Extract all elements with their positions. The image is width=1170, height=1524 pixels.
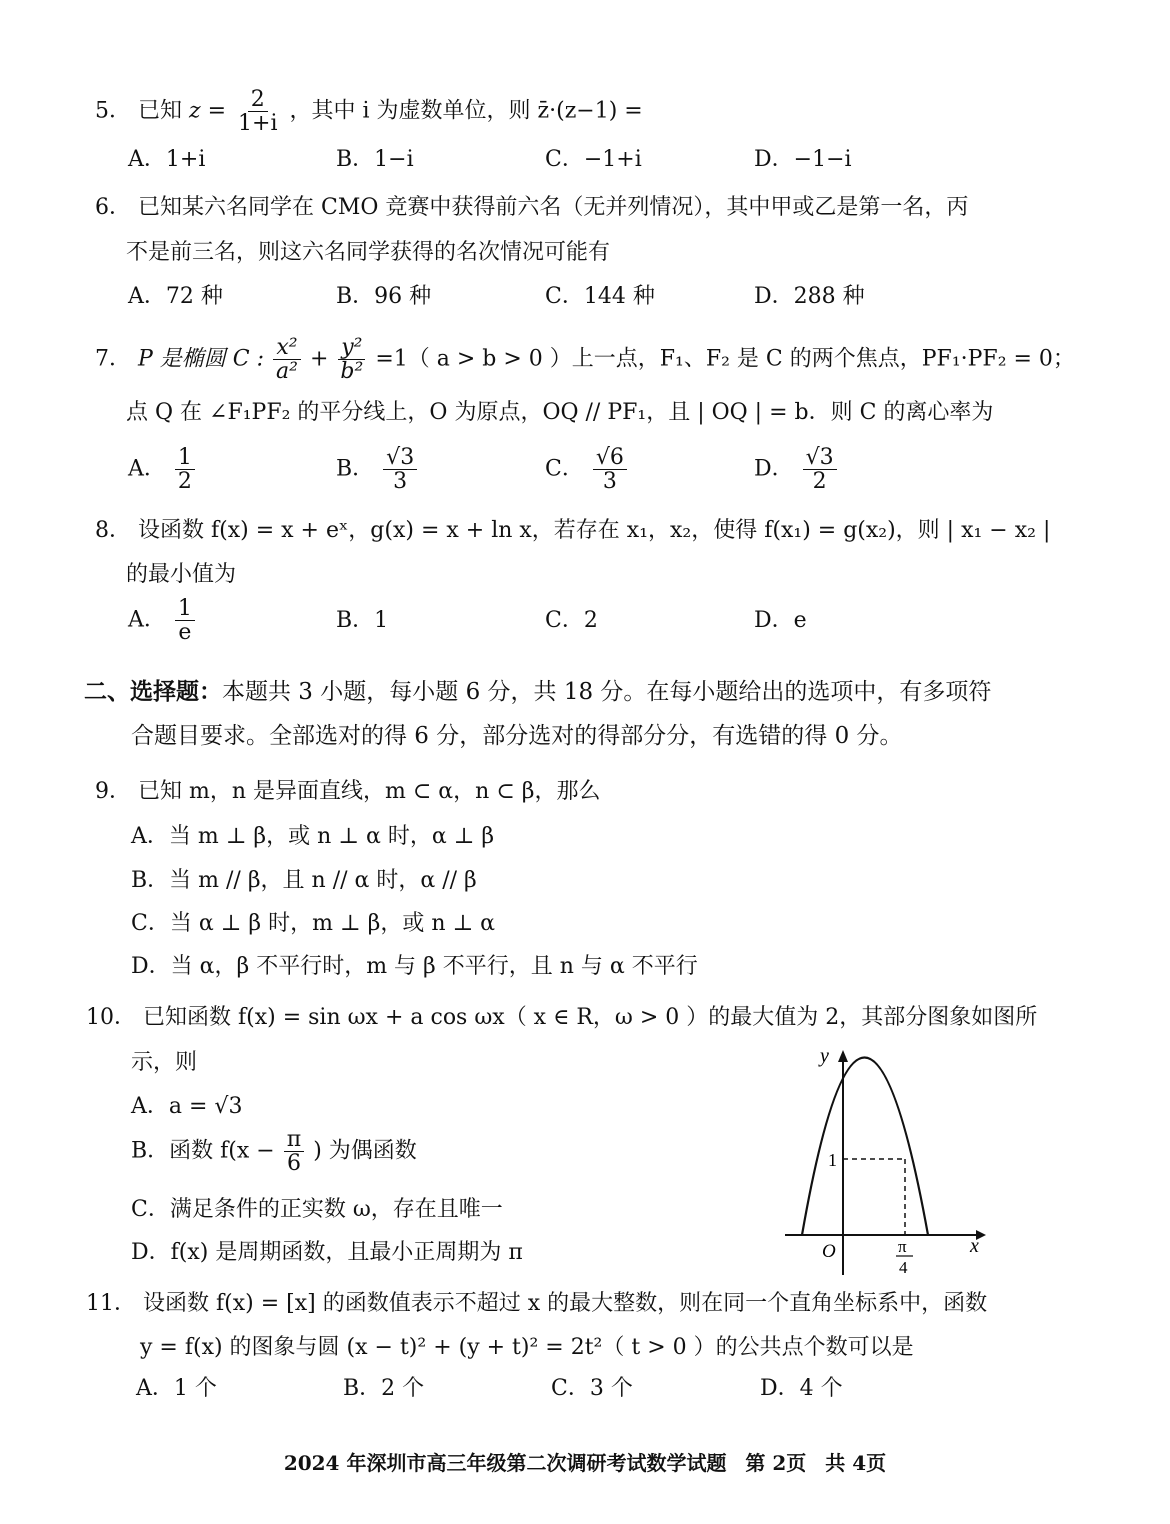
option-d: D．e xyxy=(754,608,807,633)
fraction-denominator: 1+i xyxy=(238,111,278,137)
fraction xyxy=(337,336,366,383)
question-number: 8． xyxy=(95,518,131,543)
question-6 xyxy=(95,193,968,223)
fraction-denominator: e xyxy=(178,620,192,646)
fraction-numerator: √3 xyxy=(803,446,837,470)
option-a: A．1 个 xyxy=(136,1376,217,1401)
option-c xyxy=(545,446,629,493)
exam-title: 2024 年深圳市高三年级第二次调研考试数学试题 xyxy=(283,1451,727,1475)
option-b: B．96 种 xyxy=(336,284,432,309)
fraction xyxy=(383,446,417,493)
question-text: 设函数 f(x) = [x] 的函数值表示不超过 x 的最大整数，则在同一个直角坐标系中，函数 xyxy=(143,1291,988,1316)
option-label: B． xyxy=(336,456,375,482)
question-8 xyxy=(95,516,1050,546)
equation: z = xyxy=(189,98,227,124)
section-instructions-line2: 合题目要求。全部选对的得 6 分，部分选对的得部分分，有选错的得 0 分。 xyxy=(131,723,903,749)
option-b: B．2 个 xyxy=(343,1376,425,1401)
option-label: D． xyxy=(754,456,794,482)
question-number: 11． xyxy=(86,1291,136,1316)
option-text: B．函数 f(x − xyxy=(131,1138,275,1164)
option-label: A． xyxy=(128,456,166,482)
fraction xyxy=(803,446,837,493)
option-c: C．满足条件的正实数 ω，存在且唯一 xyxy=(131,1197,503,1222)
page-number: 第 2页 xyxy=(745,1451,807,1475)
question-7 xyxy=(95,336,1075,383)
y-axis-label: y xyxy=(820,1045,829,1067)
question-number: 7． xyxy=(95,346,131,372)
option-b xyxy=(131,1128,417,1175)
option-b: B．1−i xyxy=(336,147,414,172)
x-axis-label: x xyxy=(970,1235,979,1257)
question-10-line2: 示，则 xyxy=(131,1050,198,1075)
question-7-line2: 点 Q 在 ∠F₁PF₂ 的平分线上，O 为原点，OQ // PF₁，且 | OQ | = b．则 C 的离心率为 xyxy=(126,400,994,425)
option-b: B．1 xyxy=(336,608,389,633)
option-a xyxy=(128,597,197,644)
fraction-denominator: b² xyxy=(340,359,364,385)
fraction-numerator: π xyxy=(284,1128,304,1152)
fraction-denominator: 3 xyxy=(602,469,617,495)
question-6-line2: 不是前三名，则这六名同学获得的名次情况可能有 xyxy=(126,240,611,265)
section-heading xyxy=(84,677,991,707)
option-a xyxy=(128,446,197,493)
option-d: D．f(x) 是周期函数，且最小正周期为 π xyxy=(131,1240,523,1265)
question-text: =1（ a > b > 0 ）上一点，F₁、F₂ 是 C 的两个焦点，PF₁·PF₂ = 0； xyxy=(375,346,1075,372)
fraction-numerator: y² xyxy=(338,336,365,360)
section-instructions: 本题共 3 小题，每小题 6 分，共 18 分。在每小题给出的选项中，有多项符 xyxy=(222,679,992,705)
question-text: ，其中 i 为虚数单位，则 z̄·(z−1) = xyxy=(289,98,643,124)
question-11 xyxy=(86,1289,987,1319)
section-title: 二、选择题： xyxy=(84,678,222,705)
question-text: 已知 xyxy=(138,98,183,124)
option-a: A．a = √3 xyxy=(131,1094,243,1119)
question-number: 10． xyxy=(86,1005,136,1030)
question-number: 5． xyxy=(95,98,131,124)
question-number: 9． xyxy=(95,779,131,804)
x-tick-numerator: π xyxy=(898,1237,907,1256)
question-text: P 是椭圆 C : xyxy=(138,346,265,372)
page-footer xyxy=(0,1447,1170,1476)
option-label: C． xyxy=(545,456,584,482)
option-label: A． xyxy=(128,607,166,633)
question-9 xyxy=(95,777,600,807)
option-a: A．72 种 xyxy=(128,284,223,309)
fraction-numerator: x² xyxy=(273,336,300,360)
option-text: ) 为偶函数 xyxy=(313,1138,417,1164)
fraction-denominator: 3 xyxy=(393,469,408,495)
fraction-denominator: 6 xyxy=(286,1151,301,1177)
fraction-numerator: √3 xyxy=(383,446,417,470)
question-text: 已知 m，n 是异面直线，m ⊂ α，n ⊂ β，那么 xyxy=(138,779,601,804)
option-d: D．−1−i xyxy=(754,147,852,172)
fraction xyxy=(593,446,627,493)
option-c: C．当 α ⊥ β 时，m ⊥ β，或 n ⊥ α xyxy=(131,911,496,936)
option-d: D．4 个 xyxy=(760,1376,843,1401)
option-c: C．2 xyxy=(545,608,598,633)
fraction-numerator: 2 xyxy=(248,88,268,112)
question-5 xyxy=(95,88,643,135)
plus-sign: + xyxy=(309,346,329,372)
sine-curve xyxy=(802,1058,928,1236)
option-a: A．当 m ⊥ β，或 n ⊥ α 时，α ⊥ β xyxy=(131,824,495,849)
question-8-line2: 的最小值为 xyxy=(126,562,237,587)
question-text: 已知某六名同学在 CMO 竞赛中获得前六名（无并列情况），其中甲或乙是第一名，丙 xyxy=(138,195,969,220)
question-10 xyxy=(86,1003,1037,1033)
option-d: D．当 α，β 不平行时，m 与 β 不平行，且 n 与 α 不平行 xyxy=(131,954,698,979)
question-text: 设函数 f(x) = x + eˣ，g(x) = x + ln x，若存在 x₁，x₂，使得 f(x₁) = g(x₂)，则 | x₁ − x₂ | xyxy=(138,518,1051,543)
fraction-denominator: a² xyxy=(276,359,298,385)
option-b xyxy=(336,446,419,493)
fraction xyxy=(273,336,301,383)
option-d xyxy=(754,446,839,493)
option-a: A．1+i xyxy=(128,147,206,172)
x-tick-denominator: 4 xyxy=(899,1258,908,1277)
fraction xyxy=(175,597,195,644)
option-c: C．−1+i xyxy=(545,147,642,172)
graph-axes xyxy=(785,1050,986,1275)
option-c: C．3 个 xyxy=(551,1376,633,1401)
page-total: 共 4页 xyxy=(825,1451,887,1475)
question-text: 已知函数 f(x) = sin ωx + a cos ωx（ x ∈ R，ω > 0 ）的最大值为 2，其部分图象如图所 xyxy=(143,1005,1038,1030)
origin-label: O xyxy=(822,1241,836,1262)
fraction xyxy=(284,1128,304,1175)
y-axis-arrow xyxy=(838,1050,848,1062)
fraction-numerator: 1 xyxy=(175,446,195,470)
fraction-denominator: 2 xyxy=(177,469,192,495)
fraction xyxy=(175,446,195,493)
fraction-numerator: √6 xyxy=(593,446,627,470)
option-d: D．288 种 xyxy=(754,284,865,309)
question-11-line2: y = f(x) 的图象与圆 (x − t)² + (y + t)² = 2t²（ t > 0 ）的公共点个数可以是 xyxy=(140,1335,914,1360)
y-tick-label: 1 xyxy=(828,1150,837,1170)
fraction-numerator: 1 xyxy=(175,597,195,621)
fraction xyxy=(235,88,280,135)
function-graph xyxy=(780,1040,1000,1285)
fraction-denominator: 2 xyxy=(812,469,827,495)
option-c: C．144 种 xyxy=(545,284,655,309)
question-number: 6． xyxy=(95,195,131,220)
option-b: B．当 m // β，且 n // α 时，α // β xyxy=(131,868,477,893)
